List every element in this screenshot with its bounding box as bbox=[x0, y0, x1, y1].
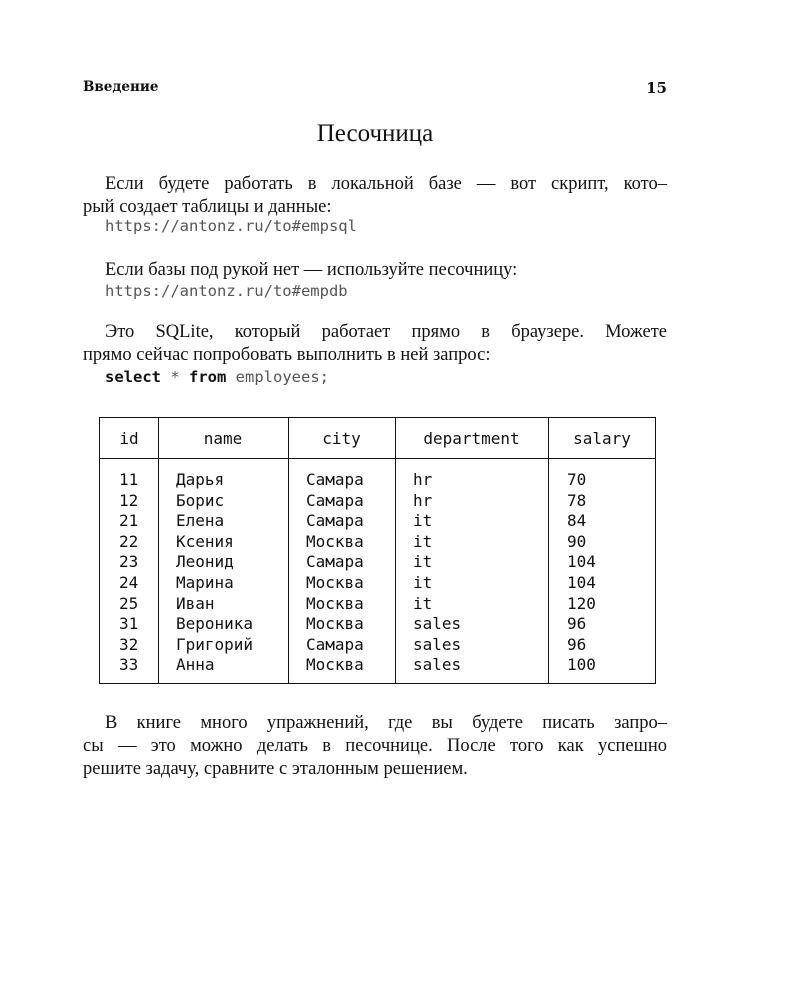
sql-star: * bbox=[161, 368, 189, 386]
column-department bbox=[413, 470, 461, 676]
cell-department: it bbox=[413, 552, 433, 572]
cell-name: Анна bbox=[176, 655, 215, 675]
cell-salary: 96 bbox=[567, 614, 587, 634]
cell-name: Дарья bbox=[176, 470, 225, 489]
sandbox-link[interactable]: https://antonz.ru/to#empdb bbox=[105, 282, 348, 300]
cell-id: 12 bbox=[119, 490, 139, 510]
cell-name: Григорий bbox=[176, 634, 254, 654]
column-city bbox=[306, 470, 364, 676]
column-divider bbox=[158, 418, 159, 683]
cell-id: 25 bbox=[119, 593, 139, 613]
cell-city: Самара bbox=[306, 511, 364, 531]
employees-table bbox=[99, 417, 656, 684]
cell-id: 31 bbox=[119, 614, 139, 634]
cell-department: sales bbox=[413, 614, 462, 634]
column-header-salary: salary bbox=[573, 429, 631, 448]
paragraph-exercises bbox=[83, 712, 667, 781]
column-salary bbox=[567, 470, 596, 676]
cell-department: it bbox=[413, 572, 433, 592]
cell-department: hr bbox=[413, 490, 433, 510]
cell-name: Ксения bbox=[176, 531, 234, 551]
cell-name: Иван bbox=[176, 593, 215, 613]
cell-department: it bbox=[413, 511, 433, 531]
sql-keyword-from: from bbox=[189, 368, 227, 386]
cell-id: 32 bbox=[119, 634, 139, 654]
cell-department: it bbox=[413, 531, 433, 551]
paragraph-line: Это SQLite, который работает прямо в браузере. Можете bbox=[105, 322, 667, 342]
cell-salary: 78 bbox=[567, 490, 587, 510]
cell-city: Москва bbox=[306, 593, 364, 613]
cell-id: 23 bbox=[119, 552, 139, 572]
paragraph-sandbox bbox=[83, 259, 667, 282]
column-divider bbox=[288, 418, 289, 683]
cell-salary: 90 bbox=[567, 531, 587, 551]
sql-keyword-select: select bbox=[105, 368, 161, 386]
cell-city: Москва bbox=[306, 531, 364, 551]
cell-city: Самара bbox=[306, 552, 364, 572]
cell-salary: 120 bbox=[567, 593, 596, 613]
page-number: 15 bbox=[646, 79, 667, 97]
section-title: Песочница bbox=[316, 120, 434, 147]
cell-id: 22 bbox=[119, 531, 139, 551]
column-id bbox=[119, 470, 138, 676]
paragraph-line: рый создает таблицы и данные: bbox=[83, 197, 332, 217]
paragraph-line: Если будете работать в локальной базе — вот скрипт, кото– bbox=[105, 174, 667, 194]
paragraph-line: сы — это можно делать в песочнице. После того как успешно bbox=[83, 736, 667, 756]
cell-city: Самара bbox=[306, 470, 364, 489]
paragraph-line: решите задачу, сравните с эталонным решением. bbox=[83, 759, 468, 779]
column-divider bbox=[395, 418, 396, 683]
cell-department: hr bbox=[413, 470, 433, 489]
cell-name: Борис bbox=[176, 490, 225, 510]
cell-name: Леонид bbox=[176, 552, 234, 572]
column-header-id: id bbox=[119, 429, 139, 448]
column-divider bbox=[548, 418, 549, 683]
cell-id: 24 bbox=[119, 572, 139, 592]
sql-query bbox=[105, 366, 329, 388]
cell-name: Вероника bbox=[176, 614, 254, 634]
paragraph-line: прямо сейчас попробовать выполнить в ней запрос: bbox=[83, 345, 491, 365]
paragraph-line: Если базы под рукой нет — используйте песочницу: bbox=[105, 260, 518, 280]
cell-city: Самара bbox=[306, 634, 364, 654]
paragraph-line: В книге много упражнений, где вы будете писать запро– bbox=[105, 713, 667, 733]
script-link[interactable]: https://antonz.ru/to#empsql bbox=[105, 217, 357, 235]
cell-department: sales bbox=[413, 634, 462, 654]
cell-city: Москва bbox=[306, 572, 364, 592]
cell-id: 11 bbox=[119, 470, 139, 489]
column-header-city: city bbox=[322, 429, 361, 448]
cell-city: Москва bbox=[306, 614, 364, 634]
cell-salary: 96 bbox=[567, 634, 587, 654]
cell-salary: 70 bbox=[567, 470, 587, 489]
cell-id: 21 bbox=[119, 511, 139, 531]
column-header-name: name bbox=[203, 429, 243, 448]
cell-salary: 100 bbox=[567, 655, 596, 675]
paragraph-local-db bbox=[83, 173, 667, 219]
cell-city: Самара bbox=[306, 490, 364, 510]
cell-name: Елена bbox=[176, 511, 225, 531]
cell-city: Москва bbox=[306, 655, 364, 675]
cell-department: it bbox=[413, 593, 433, 613]
cell-id: 33 bbox=[119, 655, 139, 675]
column-name bbox=[176, 470, 253, 676]
cell-salary: 84 bbox=[567, 511, 587, 531]
cell-salary: 104 bbox=[567, 552, 596, 572]
chapter-name: Введение bbox=[83, 79, 159, 95]
sql-table-name: employees; bbox=[226, 368, 329, 386]
cell-name: Марина bbox=[176, 572, 234, 592]
column-header-department: department bbox=[423, 429, 520, 448]
paragraph-sqlite bbox=[83, 321, 667, 367]
cell-salary: 104 bbox=[567, 572, 596, 592]
running-head bbox=[83, 79, 667, 99]
cell-department: sales bbox=[413, 655, 462, 675]
header-divider bbox=[100, 458, 655, 459]
